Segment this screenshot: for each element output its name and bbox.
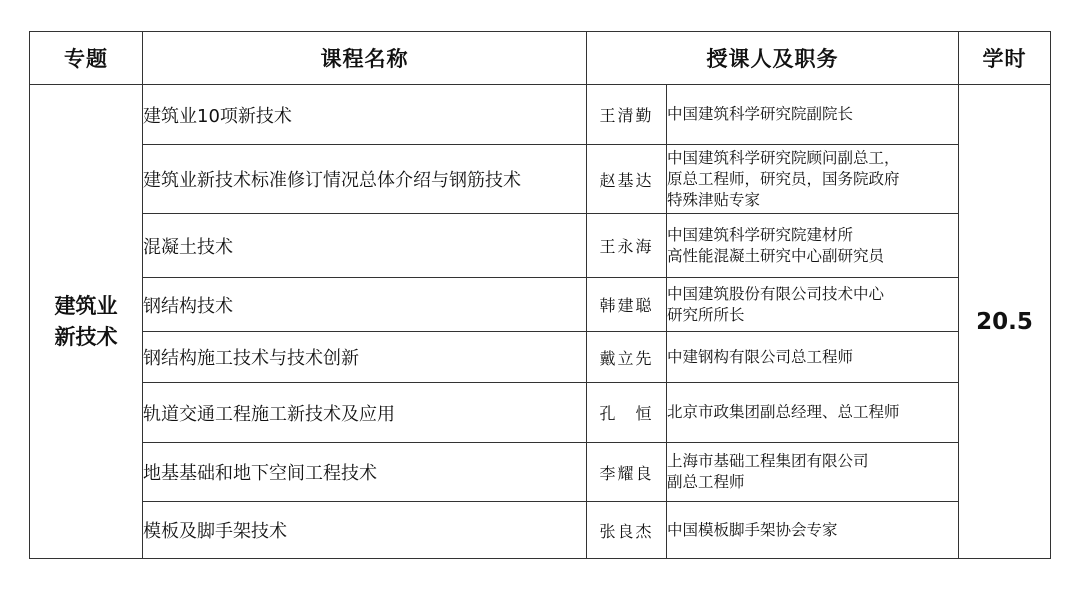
table-row: [30, 278, 1051, 332]
table-row: [30, 332, 1051, 383]
teacher-title-line: 高性能混凝土研究中心副研究员: [667, 246, 885, 265]
course-name: 建筑业10项新技术: [143, 85, 587, 145]
teacher-title: [667, 383, 959, 443]
teacher-title-line: 中国建筑科学研究院副院长: [667, 105, 854, 123]
teacher-name: 赵基达: [587, 145, 667, 214]
teacher-name: 韩建聪: [587, 278, 667, 332]
teacher-title-line: 中建钢构有限公司总工程师: [667, 347, 854, 366]
table-row: [30, 85, 1051, 145]
teacher-title-line: 原总工程师，研究员，国务院政府: [667, 169, 900, 188]
topic-cell: [30, 85, 143, 559]
teacher-title: [667, 214, 959, 278]
course-name: 混凝土技术: [143, 214, 587, 278]
table-row: [30, 443, 1051, 502]
course-name: 钢结构技术: [143, 278, 587, 332]
teacher-title-line: 副总工程师: [667, 473, 745, 491]
header-course: 课程名称: [143, 32, 587, 85]
teacher-title: [667, 85, 959, 145]
teacher-title-line: 中国建筑科学研究院顾问副总工，: [667, 148, 900, 167]
table-row: [30, 502, 1051, 559]
teacher-title: [667, 332, 959, 383]
table-row: [30, 145, 1051, 214]
table-row: [30, 214, 1051, 278]
teacher-title-line: 研究所所长: [667, 305, 745, 324]
header-hours: 学时: [959, 32, 1051, 85]
teacher-title-line: 中国模板脚手架协会专家: [667, 520, 838, 539]
course-name: 钢结构施工技术与技术创新: [143, 332, 587, 383]
header-instructor: 授课人及职务: [587, 32, 959, 85]
teacher-title-line: 中国建筑科学研究院建材所: [667, 225, 854, 244]
topic-line-1: 建筑业: [54, 293, 118, 318]
teacher-title-line: 特殊津贴专家: [667, 190, 761, 209]
teacher-name: 张良杰: [587, 502, 667, 559]
course-name: 建筑业新技术标准修订情况总体介绍与钢筋技术: [143, 145, 587, 214]
teacher-name: 戴立先: [587, 332, 667, 383]
teacher-title-line: 北京市政集团副总经理、总工程师: [667, 403, 900, 421]
teacher-title: [667, 145, 959, 214]
course-name: 地基基础和地下空间工程技术: [143, 443, 587, 502]
teacher-title-line: 中国建筑股份有限公司技术中心: [667, 284, 885, 303]
teacher-title: [667, 443, 959, 502]
course-table: [29, 31, 1051, 559]
teacher-title: [667, 278, 959, 332]
teacher-title-line: 上海市基础工程集团有限公司: [667, 452, 869, 470]
course-name: 模板及脚手架技术: [143, 502, 587, 559]
teacher-name: 王永海: [587, 214, 667, 278]
topic-line-2: 新技术: [54, 324, 118, 349]
table-row: [30, 383, 1051, 443]
header-row: [30, 32, 1051, 85]
header-topic: 专题: [30, 32, 143, 85]
course-name: 轨道交通工程施工新技术及应用: [143, 383, 587, 443]
teacher-title: [667, 502, 959, 559]
teacher-name: 孔 恒: [587, 383, 667, 443]
hours-cell: 20.5: [959, 85, 1051, 559]
teacher-name: 李耀良: [587, 443, 667, 502]
teacher-name: 王清勤: [587, 85, 667, 145]
